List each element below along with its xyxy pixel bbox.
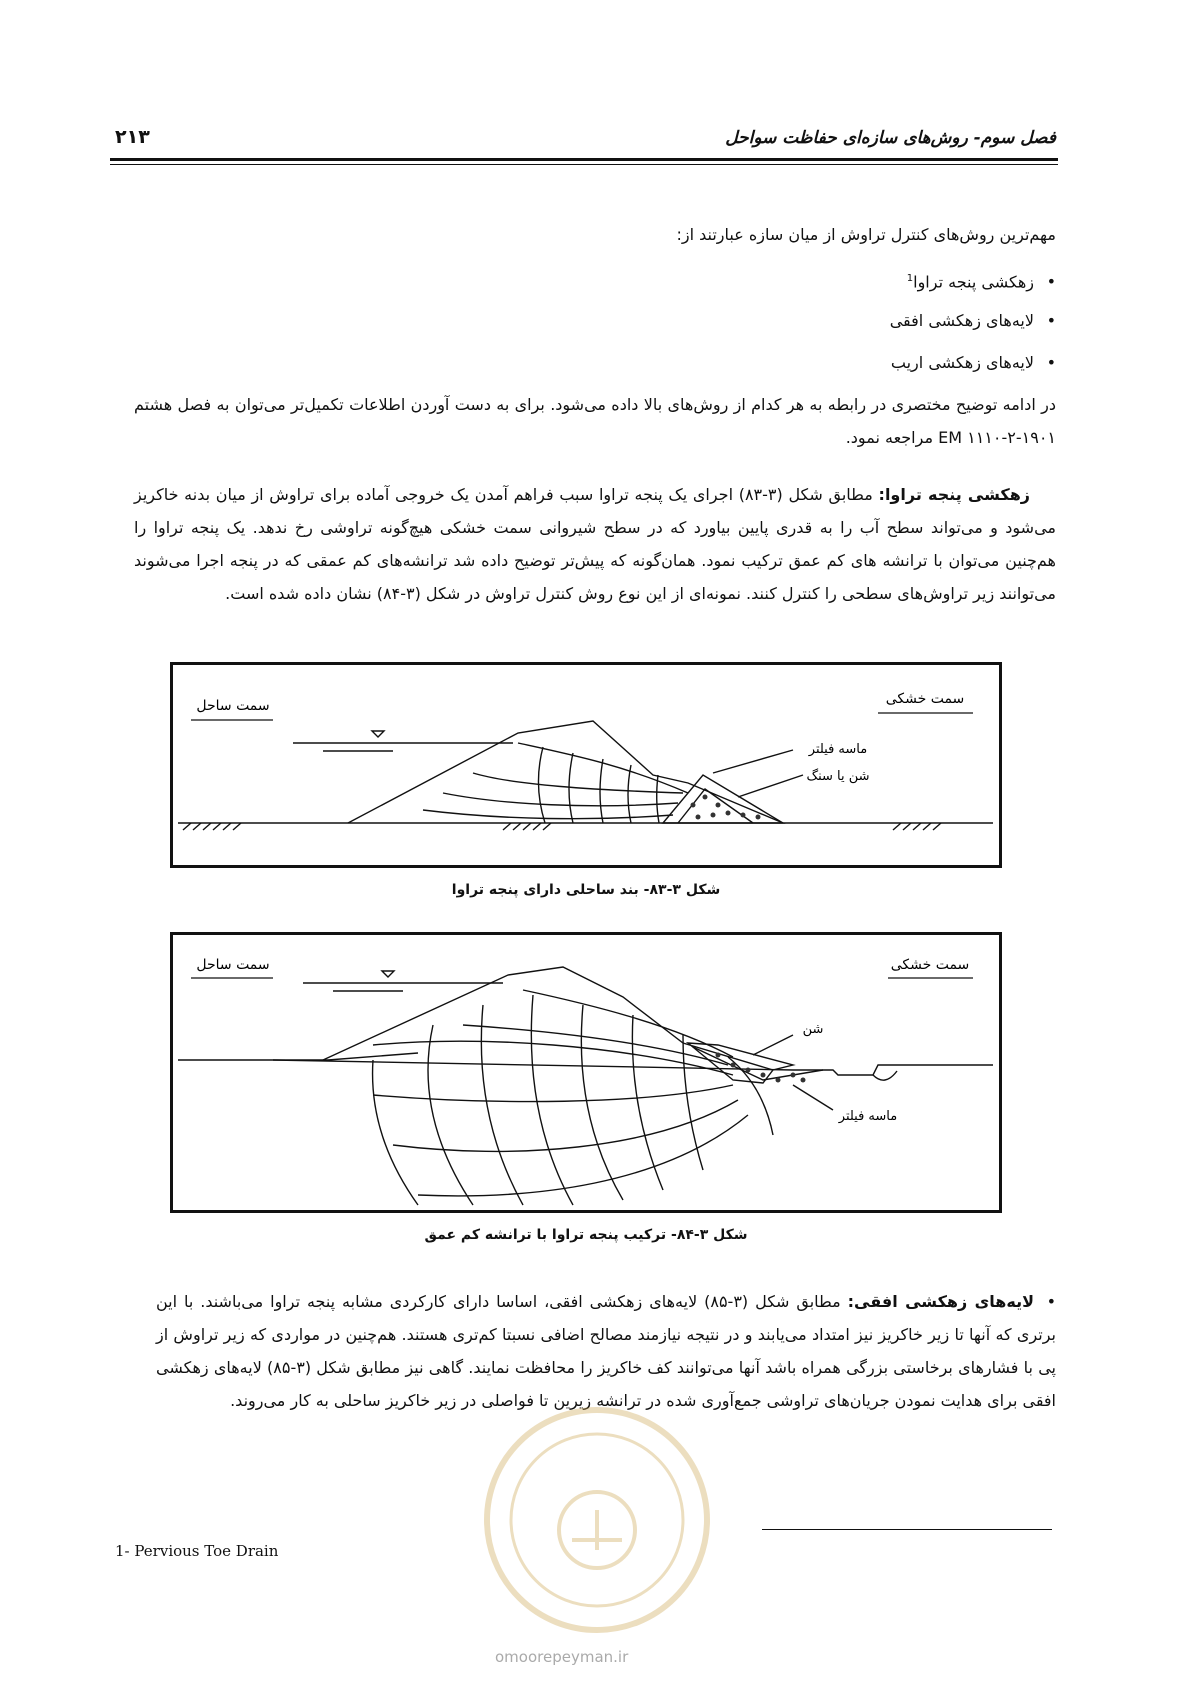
method-item (156, 258, 1056, 300)
paragraph-body: مطابق شکل (۳-۸۵) لایه‌های زهکشی افقی، اساسا دارای کارکردی مشابه پنجه تراوا می‌باشند. با این برتری که آنها تا زیر خاکریز نیز امتداد می‌یابند و در نتیجه نیازمند مصالح اضافی نسبتا کم‌تری هستند. هم‌چنین در مواردی که زیر تراوش از پی با فشارهای برخاستی بزرگی همراه باشد آنها می‌توانند کف خاکریز را محافظت نمایند. گاهی نیز مطابق شکل (۳-۸۵) لایه‌های زهکشی افقی برای هدایت نمودن جریان‌های تراوشی جمع‌آوری شده در ترانشه زیرین تا فواصلی در زیر خاکریز ساحلی به کار می‌روند. (156, 1292, 1056, 1410)
label-filter-sand: ماسه فیلتر (838, 1109, 898, 1124)
figure-3-84 (170, 932, 1002, 1213)
levee-diagram-2 (173, 935, 999, 1210)
label-land-side: سمت خشکی (885, 691, 965, 707)
methods-list (156, 258, 1056, 384)
levee-diagram-1 (173, 665, 999, 865)
watermark-url: omoorepeyman.ir (495, 1648, 629, 1666)
page-number: ۲۱۳ (115, 126, 150, 148)
paragraph-horizontal-drain (156, 1285, 1056, 1417)
label-sea-side: سمت ساحل (196, 957, 270, 973)
method-label: لایه‌های زهکشی افقی (889, 311, 1034, 330)
label-land-side: سمت خشکی (890, 957, 970, 973)
figure-3-83 (170, 662, 1002, 868)
figure-caption-2: شکل ۳-۸۴- ترکیب پنجه تراوا با ترانشه کم عمق (424, 1227, 748, 1243)
paragraph-body: مطابق شکل (۳-۸۳) اجرای یک پنجه تراوا سبب فراهم آمدن یک خروجی آماده برای تراوش از میان بدنه خاکریز می‌شود و می‌تواند سطح آب را به قدری پایین بیاورد که در سطح شیروانی سمت خشکی هیچ‌گونه تراوشی رخ ندهد. یک پنجه تراوا را هم‌چنین می‌توان با ترانشه های کم عمق ترکیب نمود. همان‌گونه که پیش‌تر توضیح داده شد ترانشه‌های کم عمقی که در پنجه اجرا می‌شوند می‌توانند زیر تراوش‌های سطحی را کنترل کنند. نمونه‌ای از این نوع روش کنترل تراوش در شکل (۳-۸۴) نشان داده شده است. (134, 485, 1056, 603)
chapter-title: فصل سوم- روش‌های سازه‌ای حفاظت سواحل (725, 128, 1056, 148)
method-label: زهکشی پنجه تراوا (913, 272, 1034, 292)
term-horizontal-drain: لایه‌های زهکشی افقی: (847, 1292, 1034, 1311)
label-sea-side: سمت ساحل (196, 698, 270, 714)
paragraph-pervious-toe (134, 478, 1056, 610)
footnote-rule (762, 1529, 1052, 1530)
header-rule-thin (110, 164, 1058, 165)
paragraph-reference: در ادامه توضیح مختصری در رابطه به هر کدام از روش‌های بالا داده می‌شود. برای به دست آوردن اطلاعات تکمیل‌تر می‌توان به فصل هشتم EM ۱۱۱۰-۲-۱۹۰۱ مراجعه نمود. (134, 395, 1056, 447)
method-item (156, 300, 1056, 342)
bullet-icon: • (1046, 1292, 1056, 1311)
figure-caption-1: شکل ۳-۸۳- بند ساحلی دارای پنجه تراوا (451, 882, 721, 898)
label-filter-sand: ماسه فیلتر (808, 742, 868, 757)
label-gravel-stone: شن یا سنگ (806, 769, 870, 784)
seal-logo-icon (477, 1400, 717, 1640)
label-gravel: شن (802, 1022, 824, 1037)
footnote: 1- Pervious Toe Drain (115, 1542, 279, 1560)
header-rule-thick (110, 158, 1058, 161)
intro-text: مهم‌ترین روش‌های کنترل تراوش از میان سازه عبارتند از: (676, 225, 1056, 244)
footnote-ref: 1 (906, 273, 914, 284)
method-label: لایه‌های زهکشی اریب (890, 353, 1034, 372)
method-item (156, 342, 1056, 384)
term-pervious-toe: زهکشی پنجه تراوا: (878, 485, 1031, 504)
